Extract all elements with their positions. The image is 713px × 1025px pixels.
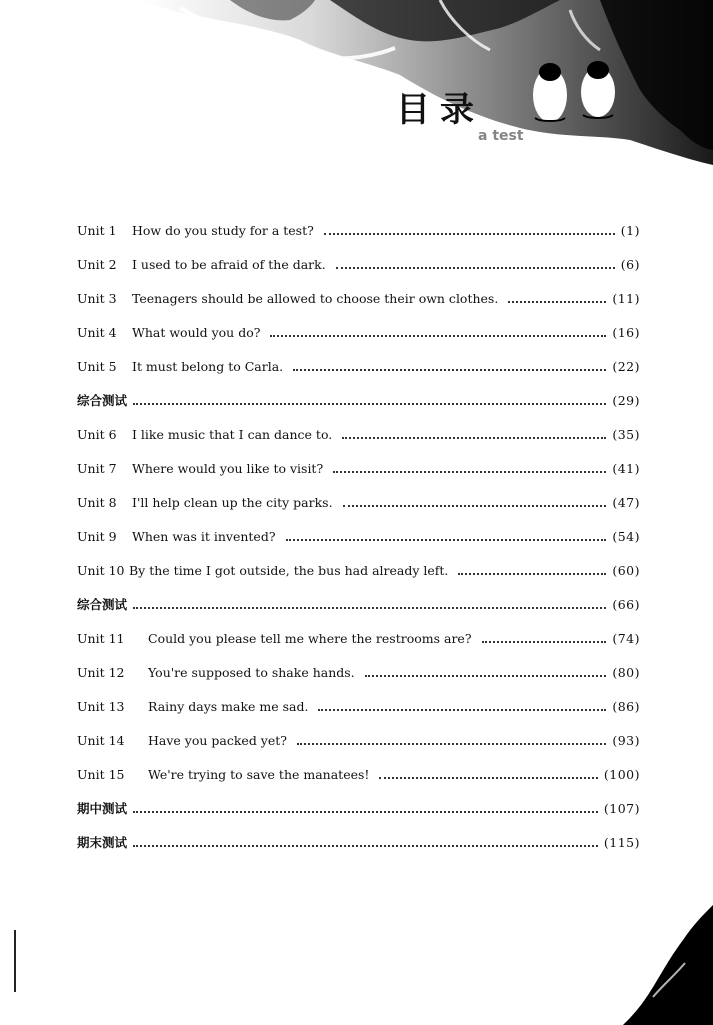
toc-page-number: (66) bbox=[612, 597, 640, 612]
toc-unit-label: Unit 10 bbox=[77, 563, 125, 578]
toc-unit-label: Unit 15 bbox=[77, 767, 125, 782]
toc-entry-title: 综合测试 bbox=[77, 597, 128, 612]
toc-unit-label: Unit 13 bbox=[77, 699, 125, 714]
toc-entry bbox=[77, 729, 640, 763]
toc-page-number: (80) bbox=[612, 665, 640, 680]
corner-brush-artwork bbox=[623, 905, 713, 1025]
toc-entry bbox=[77, 423, 640, 457]
dot-leader bbox=[133, 403, 606, 405]
toc-entry-title: 期末测试 bbox=[77, 835, 128, 850]
toc-page-number: (54) bbox=[612, 529, 640, 544]
toc-entry-title: I'll help clean up the city parks. bbox=[132, 495, 333, 510]
toc-unit-label: Unit 9 bbox=[77, 529, 117, 544]
toc-entry-title: Have you packed yet? bbox=[148, 733, 287, 748]
dot-leader bbox=[336, 267, 615, 269]
toc-entry bbox=[77, 627, 640, 661]
toc-entry bbox=[77, 525, 640, 559]
toc-entry bbox=[77, 797, 640, 831]
dot-leader bbox=[343, 505, 607, 507]
toc-entry bbox=[77, 287, 640, 321]
toc-entry-title: It must belong to Carla. bbox=[132, 359, 284, 374]
dot-leader bbox=[297, 743, 606, 745]
toc-entry bbox=[77, 593, 640, 627]
toc-entry bbox=[77, 321, 640, 355]
toc-entry-title: 综合测试 bbox=[77, 393, 128, 408]
toc-entry-title: By the time I got outside, the bus had already left. bbox=[129, 563, 449, 578]
toc-entry bbox=[77, 389, 640, 423]
toc-unit-label: Unit 11 bbox=[77, 631, 125, 646]
dot-leader bbox=[365, 675, 607, 677]
toc-entry bbox=[77, 219, 640, 253]
dot-leader bbox=[379, 777, 597, 779]
dot-leader bbox=[324, 233, 615, 235]
dot-leader bbox=[482, 641, 607, 643]
toc-entry-title: I used to be afraid of the dark. bbox=[132, 257, 326, 272]
toc-entry-title: Could you please tell me where the restrooms are? bbox=[148, 631, 472, 646]
toc-page-number: (100) bbox=[603, 767, 640, 782]
dot-leader bbox=[286, 539, 607, 541]
toc-entry bbox=[77, 491, 640, 525]
toc-unit-label: Unit 4 bbox=[77, 325, 117, 340]
toc-entry-title: Teenagers should be allowed to choose their own clothes. bbox=[132, 291, 499, 306]
toc-entry-title: Rainy days make me sad. bbox=[148, 699, 309, 714]
toc-entry bbox=[77, 559, 640, 593]
toc-page-number: (1) bbox=[620, 223, 640, 238]
toc-page-number: (6) bbox=[620, 257, 640, 272]
toc-unit-label: Unit 12 bbox=[77, 665, 125, 680]
toc-page-number: (41) bbox=[612, 461, 640, 476]
toc-page-number: (29) bbox=[612, 393, 640, 408]
toc-unit-label: Unit 14 bbox=[77, 733, 125, 748]
toc-entry bbox=[77, 763, 640, 797]
toc-entry bbox=[77, 661, 640, 695]
dot-leader bbox=[133, 607, 606, 609]
toc-page-number: (47) bbox=[612, 495, 640, 510]
dot-leader bbox=[333, 471, 606, 473]
toc-entry-title: How do you study for a test? bbox=[132, 223, 314, 238]
toc-entry bbox=[77, 355, 640, 389]
toc-entry-title: I like music that I can dance to. bbox=[132, 427, 333, 442]
dot-leader bbox=[270, 335, 606, 337]
toc-unit-label: Unit 1 bbox=[77, 223, 117, 238]
table-of-contents bbox=[77, 219, 640, 865]
toc-entry-title: What would you do? bbox=[132, 325, 261, 340]
dot-leader bbox=[342, 437, 606, 439]
toc-entry-title: We're trying to save the manatees! bbox=[148, 767, 370, 782]
scan-margin-line bbox=[14, 930, 16, 992]
dot-leader bbox=[318, 709, 606, 711]
toc-page-number: (107) bbox=[603, 801, 640, 816]
toc-entry bbox=[77, 457, 640, 491]
toc-page-number: (86) bbox=[612, 699, 640, 714]
toc-entry bbox=[77, 831, 640, 865]
dot-leader bbox=[458, 573, 606, 575]
toc-unit-label: Unit 2 bbox=[77, 257, 117, 272]
dot-leader bbox=[293, 369, 606, 371]
page-title: 目录 bbox=[396, 90, 484, 130]
dot-leader bbox=[133, 811, 598, 813]
header-brush-artwork bbox=[0, 0, 713, 190]
banner-text-fragment: a test bbox=[478, 128, 524, 144]
toc-entry bbox=[77, 253, 640, 287]
toc-page-number: (60) bbox=[612, 563, 640, 578]
toc-unit-label: Unit 3 bbox=[77, 291, 117, 306]
toc-unit-label: Unit 7 bbox=[77, 461, 117, 476]
toc-page-number: (74) bbox=[612, 631, 640, 646]
toc-page-number: (93) bbox=[612, 733, 640, 748]
toc-entry-title: When was it invented? bbox=[132, 529, 276, 544]
toc-entry-title: Where would you like to visit? bbox=[132, 461, 324, 476]
toc-page-number: (35) bbox=[612, 427, 640, 442]
toc-unit-label: Unit 8 bbox=[77, 495, 117, 510]
toc-page-number: (115) bbox=[603, 835, 640, 850]
dot-leader bbox=[133, 845, 598, 847]
toc-page-number: (22) bbox=[612, 359, 640, 374]
toc-unit-label: Unit 6 bbox=[77, 427, 117, 442]
dot-leader bbox=[508, 301, 606, 303]
toc-entry-title: You're supposed to shake hands. bbox=[148, 665, 355, 680]
toc-page-number: (16) bbox=[612, 325, 640, 340]
toc-page-number: (11) bbox=[612, 291, 640, 306]
toc-entry-title: 期中测试 bbox=[77, 801, 128, 816]
toc-unit-label: Unit 5 bbox=[77, 359, 117, 374]
toc-entry bbox=[77, 695, 640, 729]
